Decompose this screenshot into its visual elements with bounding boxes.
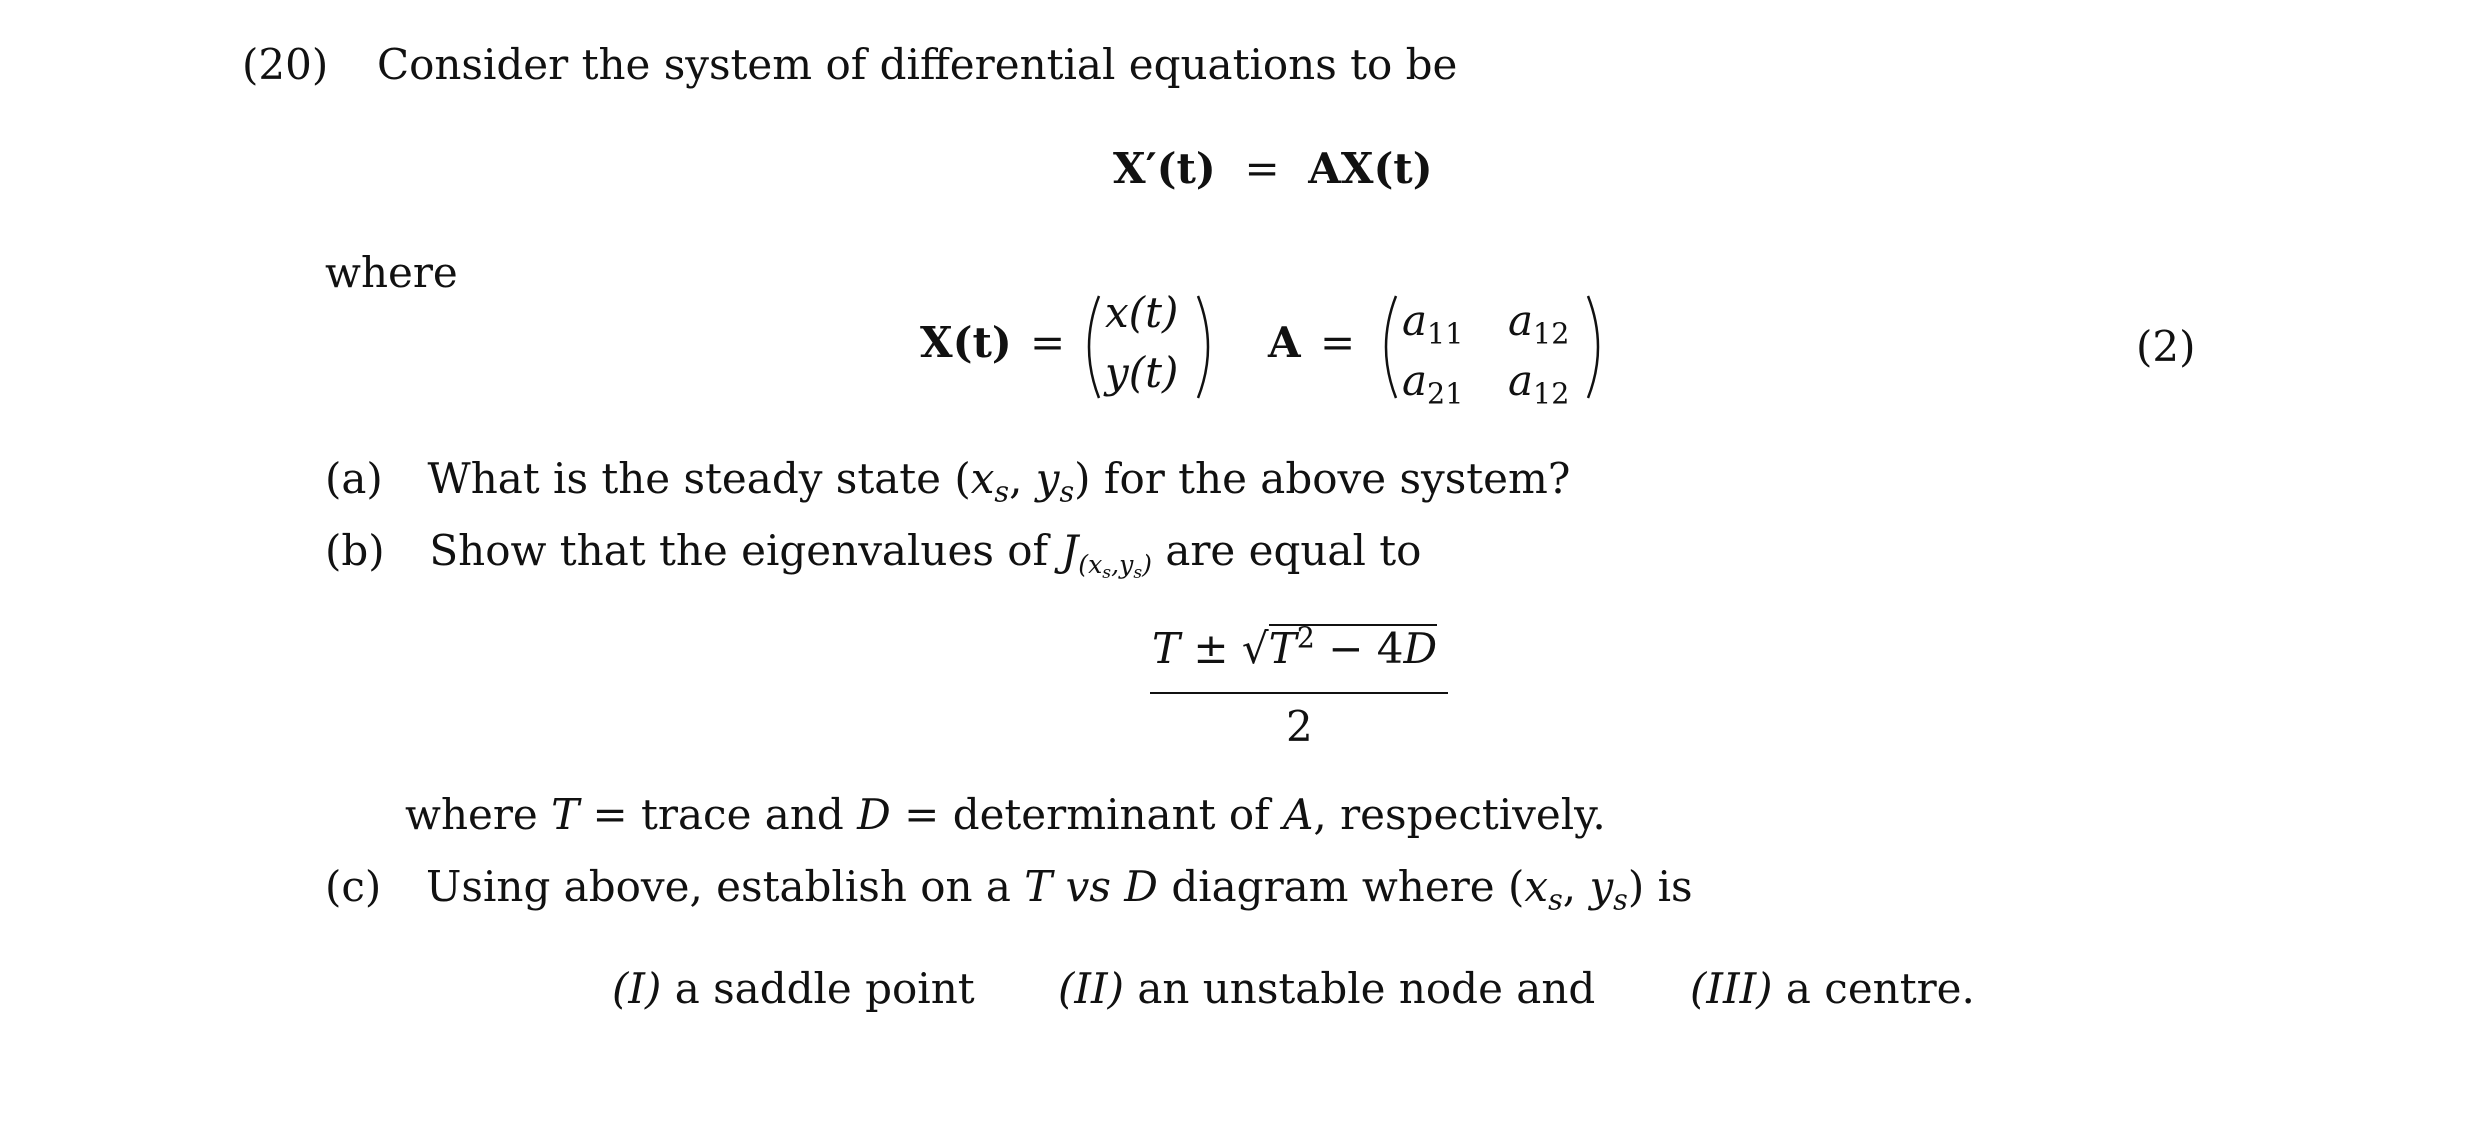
part-c-label: (c) — [325, 862, 382, 911]
part-a-text-after: for the above system? — [1090, 454, 1571, 503]
option-ii-text: an unstable node and — [1137, 964, 1596, 1013]
option-iii-label: (III) — [1690, 964, 1773, 1013]
part-c-text-before: Using above, establish on a — [426, 862, 1025, 911]
option-iii — [1690, 964, 1975, 1013]
matrix-a-label: A — [1268, 318, 1301, 367]
main-equation — [1113, 144, 1433, 193]
matrix-entry-a21: $a_{21}$ — [1402, 356, 1464, 411]
part-c-text-mid: diagram where — [1157, 862, 1508, 911]
part-a-text-before: What is the steady state — [427, 454, 955, 503]
part-c — [325, 862, 1693, 917]
vector-entry-x: x(t) — [1105, 288, 1179, 337]
matrix-left-paren — [1372, 292, 1402, 402]
part-b — [325, 526, 1422, 583]
equation-number: (2) — [2136, 322, 2196, 371]
part-a-math: ($x_s$, $y_s$) — [954, 454, 1091, 509]
option-ii-label: (II) — [1058, 964, 1124, 1013]
main-equation-lhs: X′(t) — [1113, 144, 1216, 193]
part-c-math2: ($x_s$, $y_s$) — [1508, 862, 1645, 917]
main-equation-rhs: AX(t) — [1308, 144, 1433, 193]
option-i-text: a saddle point — [674, 964, 975, 1013]
part-b-where-line: where T = trace and D = determinant of A, respectively. — [405, 790, 1606, 839]
matrix-entry-a12: $a_{12}$ — [1508, 296, 1570, 351]
question-number: (20) — [242, 40, 329, 89]
part-a-label: (a) — [325, 454, 383, 503]
matrix-entry-a22: $a_{12}$ — [1508, 356, 1570, 411]
vector-left-paren — [1075, 292, 1105, 402]
vector-entry-y: y(t) — [1105, 348, 1179, 397]
where-label: where — [325, 248, 458, 297]
question-line — [242, 40, 1458, 89]
option-iii-text: a centre. — [1785, 964, 1975, 1013]
part-a — [325, 454, 1571, 509]
part-b-math: $J_{(x_s,y_s)}$ — [1061, 526, 1152, 583]
matrix-a-equals: = — [1320, 318, 1356, 367]
part-c-text-after: is — [1644, 862, 1693, 911]
matrix-entry-a11: $a_{11}$ — [1402, 296, 1464, 351]
part-c-math: T vs D — [1024, 862, 1158, 911]
option-ii — [1058, 964, 1596, 1013]
part-b-text-after: are equal to — [1151, 526, 1422, 575]
question-intro: Consider the system of differential equations to be — [376, 40, 1458, 89]
formula-denominator: 2 — [1286, 702, 1313, 751]
fraction-bar — [1150, 692, 1448, 694]
option-i — [612, 964, 975, 1013]
x-of-t-equals: = — [1030, 318, 1066, 367]
part-b-text-before: Show that the eigenvalues of — [429, 526, 1062, 575]
part-b-label: (b) — [325, 526, 385, 575]
option-i-label: (I) — [612, 964, 662, 1013]
main-equation-equals: = — [1244, 144, 1280, 193]
formula-numerator: $T \pm √T^2 - 4D$ — [1152, 620, 1438, 673]
matrix-right-paren — [1582, 292, 1612, 402]
vector-right-paren — [1192, 292, 1222, 402]
x-of-t-label: X(t) — [920, 318, 1012, 367]
